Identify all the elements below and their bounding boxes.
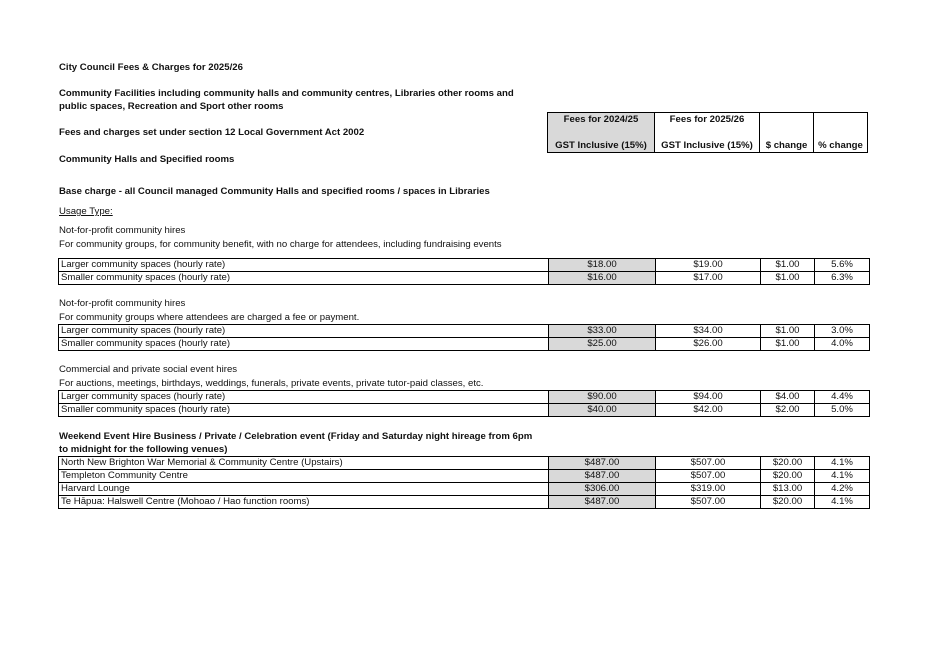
section-description: For community groups, for community benefit, with no charge for attendees, including fundraising events bbox=[59, 239, 502, 250]
fee-curr: $42.00 bbox=[656, 404, 761, 417]
document-title: City Council Fees & Charges for 2025/26 bbox=[59, 62, 243, 73]
pct-change: 4.1% bbox=[815, 470, 870, 483]
header-fees-curr: Fees for 2025/26 bbox=[669, 114, 745, 125]
row-label: North New Brighton War Memorial & Community Centre (Upstairs) bbox=[59, 457, 549, 470]
base-charge-heading: Base charge - all Council managed Community Halls and specified rooms / spaces in Libraries bbox=[59, 186, 490, 197]
table-row bbox=[59, 404, 870, 417]
table-row bbox=[59, 259, 870, 272]
dollar-change: $2.00 bbox=[761, 404, 815, 417]
dollar-change: $20.00 bbox=[761, 496, 815, 509]
row-label: Larger community spaces (hourly rate) bbox=[59, 259, 549, 272]
fee-prev: $90.00 bbox=[549, 391, 656, 404]
usage-type-label: Usage Type: bbox=[59, 206, 113, 217]
section-heading: Not-for-profit community hires bbox=[59, 225, 186, 236]
fees-table-section-2 bbox=[58, 324, 870, 351]
fee-prev: $25.00 bbox=[549, 338, 656, 351]
row-label: Harvard Lounge bbox=[59, 483, 549, 496]
act-reference: Fees and charges set under section 12 Local Government Act 2002 bbox=[59, 127, 365, 138]
fees-table-section-3 bbox=[58, 390, 870, 417]
fee-curr: $19.00 bbox=[656, 259, 761, 272]
fees-table-weekend bbox=[58, 456, 870, 509]
pct-change: 6.3% bbox=[815, 272, 870, 285]
weekend-heading: Weekend Event Hire Business / Private / Celebration event (Friday and Saturday night hireage from 6pm to midnight for the following venues) bbox=[59, 431, 533, 455]
header-fees-prev: Fees for 2024/25 bbox=[563, 114, 639, 125]
fee-curr: $34.00 bbox=[656, 325, 761, 338]
fee-prev: $306.00 bbox=[549, 483, 656, 496]
fee-prev: $487.00 bbox=[549, 496, 656, 509]
dollar-change: $1.00 bbox=[761, 338, 815, 351]
header-pct-change: % change bbox=[818, 140, 863, 151]
fee-curr: $319.00 bbox=[656, 483, 761, 496]
row-label: Larger community spaces (hourly rate) bbox=[59, 325, 549, 338]
dollar-change: $1.00 bbox=[761, 325, 815, 338]
table-row bbox=[59, 457, 870, 470]
row-label: Smaller community spaces (hourly rate) bbox=[59, 272, 549, 285]
row-label: Te Hāpua: Halswell Centre (Mohoao / Hao function rooms) bbox=[59, 496, 549, 509]
table-row bbox=[59, 338, 870, 351]
pct-change: 4.0% bbox=[815, 338, 870, 351]
fee-curr: $507.00 bbox=[656, 496, 761, 509]
dollar-change: $1.00 bbox=[761, 259, 815, 272]
pct-change: 4.2% bbox=[815, 483, 870, 496]
section-heading: Not-for-profit community hires bbox=[59, 298, 186, 309]
fee-prev: $16.00 bbox=[549, 272, 656, 285]
pct-change: 5.0% bbox=[815, 404, 870, 417]
fee-curr: $507.00 bbox=[656, 470, 761, 483]
pct-change: 4.1% bbox=[815, 457, 870, 470]
row-label: Larger community spaces (hourly rate) bbox=[59, 391, 549, 404]
row-label: Templeton Community Centre bbox=[59, 470, 549, 483]
document-subtitle: Community Facilities including community halls and community centres, Libraries other rooms and public spaces, Recreation and Sport other rooms bbox=[59, 88, 514, 112]
fee-prev: $487.00 bbox=[549, 470, 656, 483]
fee-curr: $17.00 bbox=[656, 272, 761, 285]
category-heading: Community Halls and Specified rooms bbox=[59, 154, 235, 165]
table-row bbox=[59, 272, 870, 285]
row-label: Smaller community spaces (hourly rate) bbox=[59, 404, 549, 417]
fee-prev: $18.00 bbox=[549, 259, 656, 272]
fee-prev: $487.00 bbox=[549, 457, 656, 470]
fee-curr: $94.00 bbox=[656, 391, 761, 404]
fee-prev: $40.00 bbox=[549, 404, 656, 417]
table-row bbox=[59, 391, 870, 404]
dollar-change: $20.00 bbox=[761, 470, 815, 483]
dollar-change: $13.00 bbox=[761, 483, 815, 496]
header-gst-prev: GST Inclusive (15%) bbox=[555, 140, 647, 151]
fees-table-section-1 bbox=[58, 258, 870, 285]
row-label: Smaller community spaces (hourly rate) bbox=[59, 338, 549, 351]
pct-change: 3.0% bbox=[815, 325, 870, 338]
table-row bbox=[59, 325, 870, 338]
fee-prev: $33.00 bbox=[549, 325, 656, 338]
dollar-change: $4.00 bbox=[761, 391, 815, 404]
header-gst-curr: GST Inclusive (15%) bbox=[661, 140, 753, 151]
section-description: For auctions, meetings, birthdays, weddings, funerals, private events, private tutor-paid classes, etc. bbox=[59, 378, 484, 389]
section-heading: Commercial and private social event hires bbox=[59, 364, 238, 375]
section-description: For community groups where attendees are charged a fee or payment. bbox=[59, 312, 360, 323]
pct-change: 4.1% bbox=[815, 496, 870, 509]
dollar-change: $1.00 bbox=[761, 272, 815, 285]
table-row bbox=[59, 483, 870, 496]
table-row bbox=[59, 496, 870, 509]
header-dollar-change: $ change bbox=[765, 140, 808, 151]
table-row bbox=[59, 470, 870, 483]
pct-change: 4.4% bbox=[815, 391, 870, 404]
fee-curr: $507.00 bbox=[656, 457, 761, 470]
pct-change: 5.6% bbox=[815, 259, 870, 272]
fee-curr: $26.00 bbox=[656, 338, 761, 351]
dollar-change: $20.00 bbox=[761, 457, 815, 470]
